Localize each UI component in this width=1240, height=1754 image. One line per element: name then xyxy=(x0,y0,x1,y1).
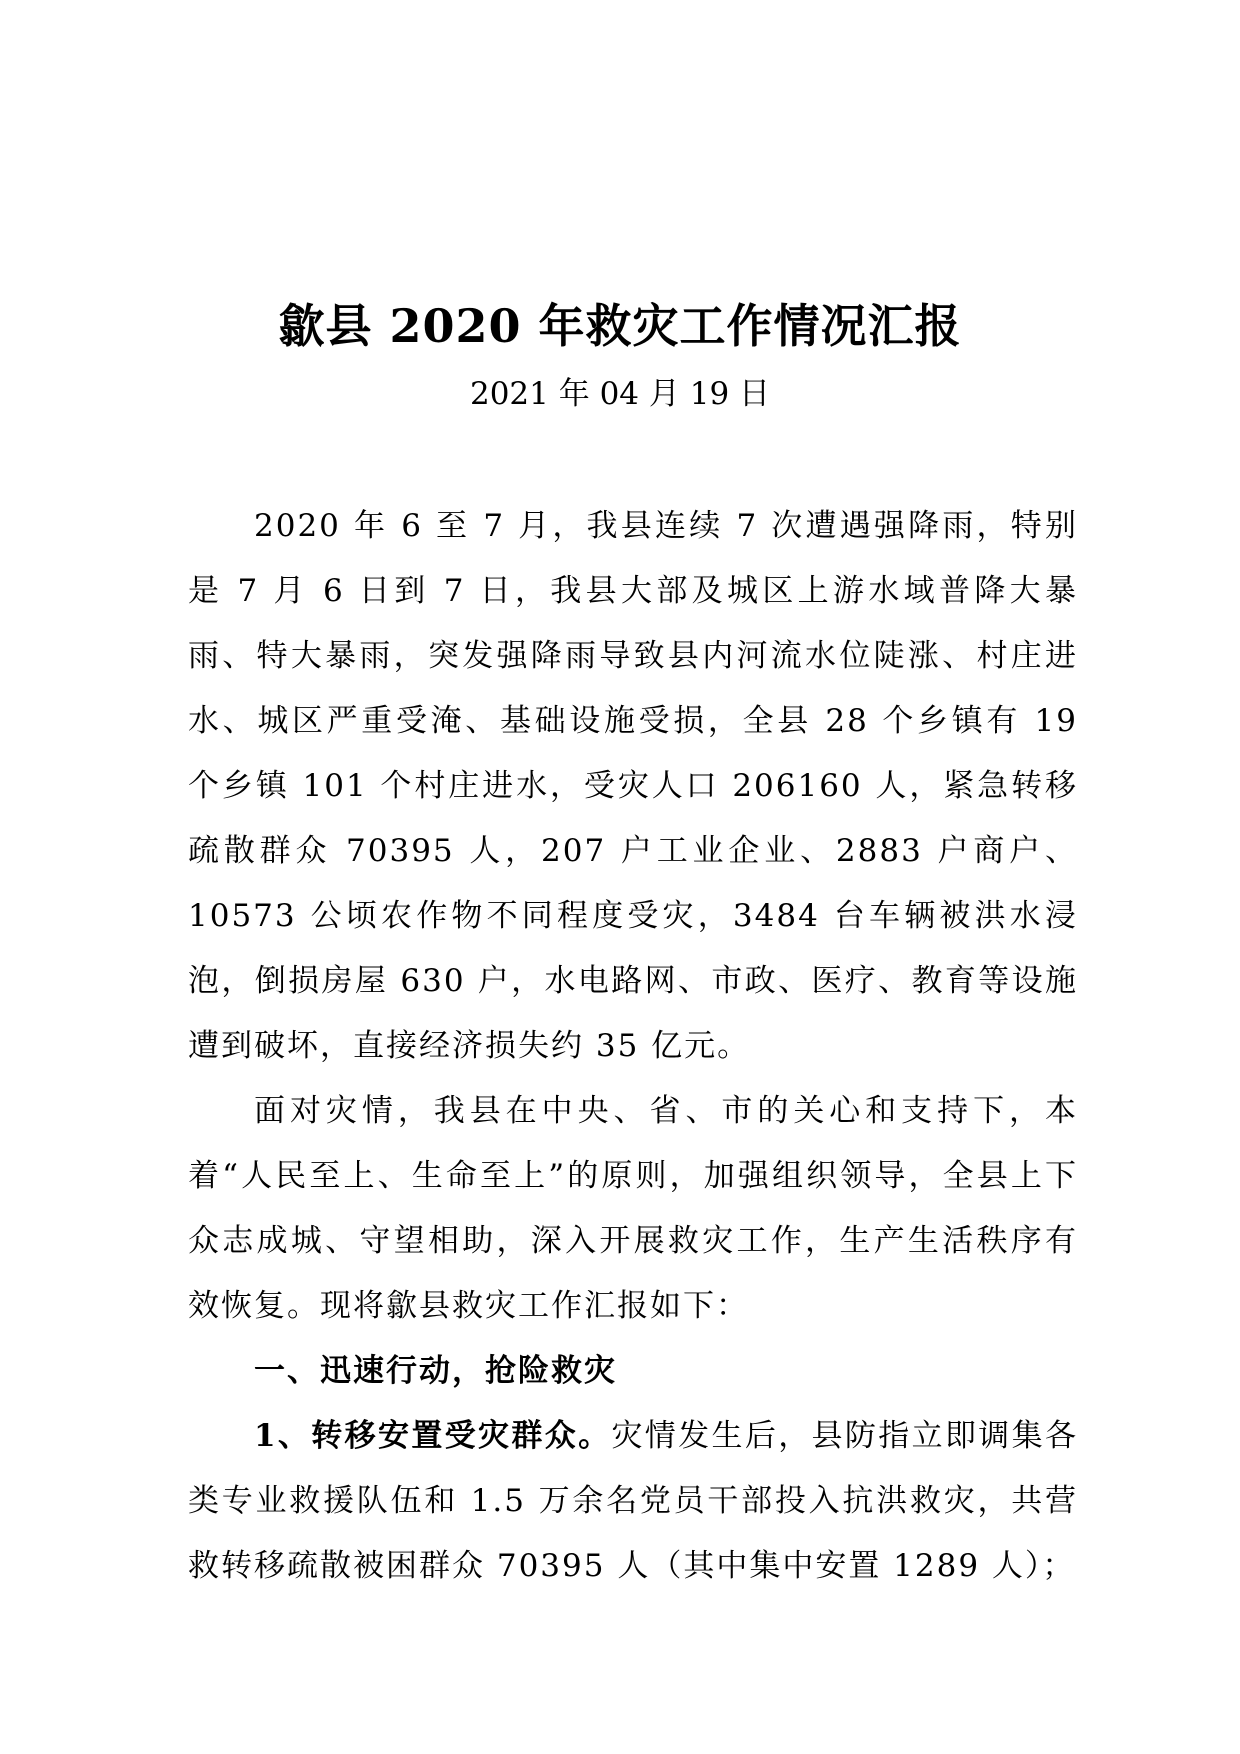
paragraph-disaster-overview: 2020 年 6 至 7 月，我县连续 7 次遭遇强降雨，特别是 7 月 6 日到 7 日，我县大部及城区上游水域普降大暴雨、特大暴雨，突发强降雨导致县内河流水位陡涨、村庄进水、城区严重受淹、基础设施受损，全县 28 个乡镇有 19 个乡镇 101 个村庄进水，受灾人口 206160 人，紧急转移疏散群众 70395 人，207 户工业企业、2883 户商户、10573 公顷农作物不同程度受灾，3484 台车辆被洪水浸泡，倒损房屋 630 户，水电路网、市政、医疗、教育等设施遭到破坏，直接经济损失约 35 亿元。 xyxy=(188,508,1078,1064)
item-1-text: 灾情发生后，县防指立即调集各类专业救援队伍和 1.5 万余名党员干部投入抗洪救灾，共营救转移疏散被困群众 70395 人（其中集中安置 1289 人）； xyxy=(188,1418,1078,1584)
document-date: 2021 年 04 月 19 日 xyxy=(469,376,771,412)
item-1-lead: 1、转移安置受灾群众。 xyxy=(254,1418,612,1454)
section-heading-1: 一、迅速行动，抢险救灾 xyxy=(254,1353,617,1389)
paragraph-response-intro: 面对灾情，我县在中央、省、市的关心和支持下，本着“人民至上、生命至上”的原则，加强组织领导，全县上下众志成城、守望相助，深入开展救灾工作，生产生活秩序有效恢复。现将歙县救灾工作汇报如下： xyxy=(188,1093,1078,1324)
document-body xyxy=(188,494,1078,1599)
paragraph-item-1 xyxy=(188,1404,1078,1599)
document-title: 歙县 2020 年救灾工作情况汇报 xyxy=(278,299,962,353)
